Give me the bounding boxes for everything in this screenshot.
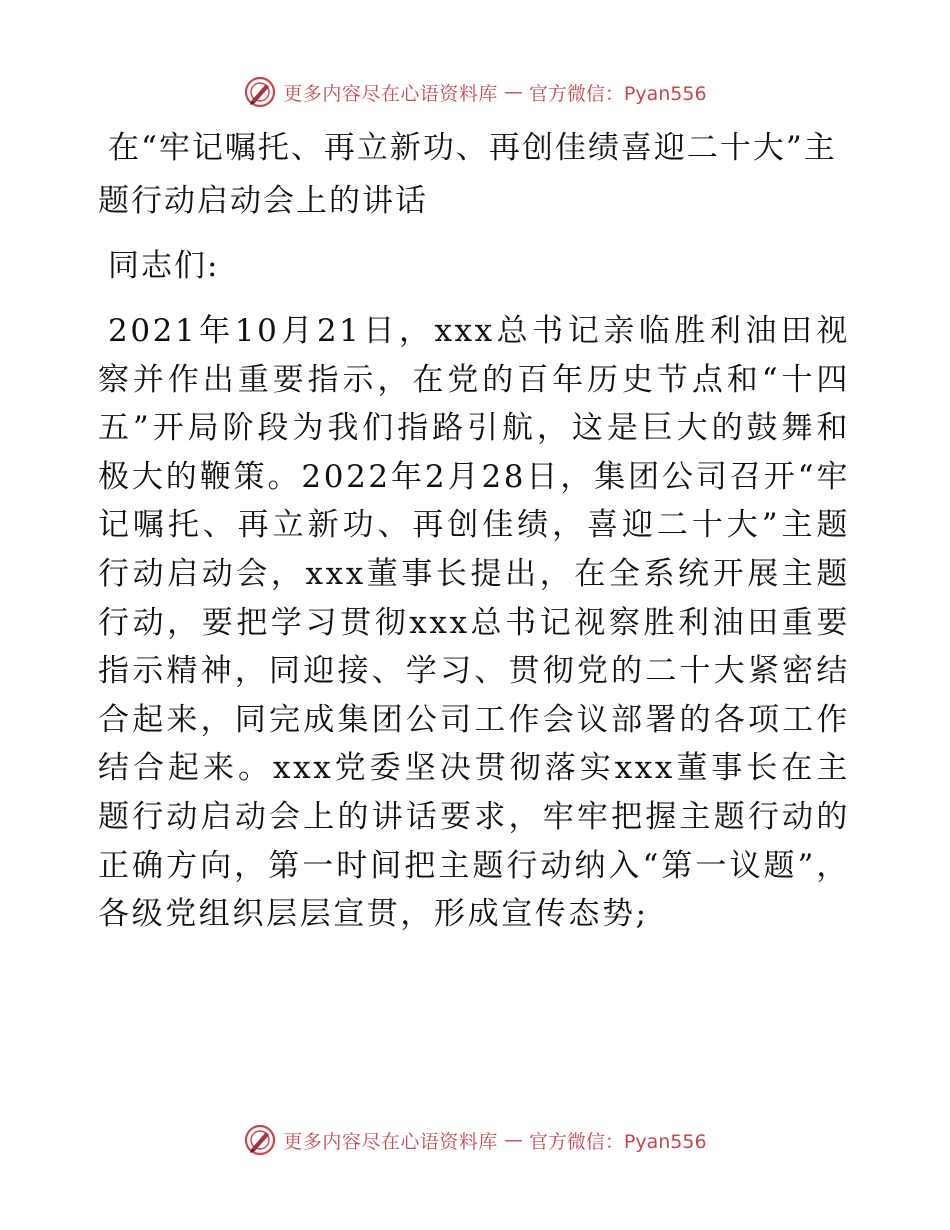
document-title: 在“牢记嘱托、再立新功、再创佳绩喜迎二十大”主题行动启动会上的讲话: [98, 130, 837, 219]
footer-watermark: [0, 1120, 950, 1160]
pen-logo-icon: [243, 75, 277, 109]
watermark-separator: —: [503, 81, 523, 103]
watermark-text: 更多内容尽在心语资料库: [283, 82, 498, 105]
watermark-contact: 官方微信：Pyan556: [528, 82, 707, 105]
body-paragraph: 2021年10月21日，xxx总书记亲临胜利油田视察并作出重要指示，在党的百年历史节点和“十四五”开局阶段为我们指路引航，这是巨大的鼓舞和极大的鞭策。2022年2月28日，集团公司召开“牢记嘱托、再立新功、再创佳绩，喜迎二十大”主题行动启动会，xxx董事长提出，在全系统开展主题行动，要把学习贯彻xxx总书记视察胜利油田重要指示精神，同迎接、学习、贯彻党的二十大紧密结合起来，同完成集团公司工作会议部署的各项工作结合起来。xxx党委坚决贯彻落实xxx董事长在主题行动启动会上的讲话要求，牢牢把握主题行动的正确方向，第一时间把主题行动纳入“第一议题”，各级党组织层层宣贯，形成宣传态势;: [98, 313, 850, 933]
watermark-contact: 官方微信：Pyan556: [528, 1130, 707, 1153]
document-body: [98, 122, 850, 939]
header-watermark: [0, 72, 950, 112]
watermark-text: 更多内容尽在心语资料库: [283, 1130, 498, 1153]
salutation: 同志们:: [108, 248, 220, 284]
pen-logo-icon: [243, 1123, 277, 1157]
watermark-separator: —: [503, 1129, 523, 1151]
